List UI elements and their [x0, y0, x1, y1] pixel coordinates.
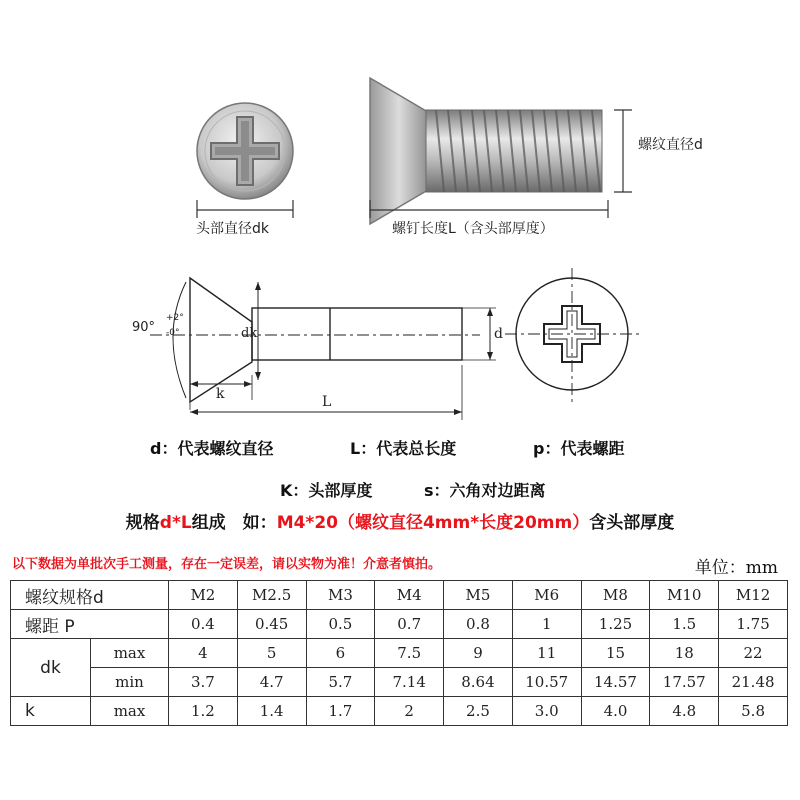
table-cell: 9	[444, 639, 513, 668]
k-label-cell: k	[11, 697, 91, 726]
pitch-label-cell: 螺距 P	[11, 610, 169, 639]
dimension-arrows	[190, 282, 493, 415]
unit-label: 单位：mm	[694, 558, 778, 578]
spec-example	[0, 508, 800, 533]
legend-d: d：代表螺纹直径	[150, 439, 274, 458]
table-cell: 4.0	[581, 697, 650, 726]
table-cell: 2	[375, 697, 444, 726]
table-row-k-max	[11, 697, 788, 726]
table-cell: 21.48	[719, 668, 788, 697]
table-cell: 5.8	[719, 697, 788, 726]
dk-dimension-label: dk	[241, 326, 258, 341]
table-cell: 1.7	[306, 697, 375, 726]
dk-label-cell: dk	[11, 639, 91, 697]
spec-label-cell: 螺纹规格d	[11, 581, 169, 610]
table-cell: 4.7	[237, 668, 306, 697]
measurement-disclaimer: 以下数据为单批次手工测量，存在一定误差，请以实物为准！介意者慎拍。	[12, 557, 442, 572]
table-cell: M12	[719, 581, 788, 610]
max-label-cell: max	[91, 639, 169, 668]
legend-L: L：代表总长度	[350, 439, 457, 458]
legend-s: s：六角对边距离	[424, 481, 546, 500]
table-cell: M2	[169, 581, 238, 610]
table-cell: 10.57	[512, 668, 581, 697]
table-cell: M2.5	[237, 581, 306, 610]
d-dimension-label: d	[494, 326, 503, 342]
min-label-cell: min	[91, 668, 169, 697]
legend-p: p：代表螺距	[533, 439, 625, 458]
table-cell: 3.0	[512, 697, 581, 726]
spec-table	[10, 580, 788, 726]
table-cell: 0.5	[306, 610, 375, 639]
table-cell: 1	[512, 610, 581, 639]
thread-diameter-label: 螺纹直径d	[638, 137, 703, 153]
table-cell: 7.5	[375, 639, 444, 668]
table-cell: 4	[169, 639, 238, 668]
screw-length-label: 螺钉长度L（含头部厚度）	[392, 221, 554, 237]
table-cell: 22	[719, 639, 788, 668]
example-middle: 组成 如：	[191, 513, 277, 533]
table-cell: M6	[512, 581, 581, 610]
example-prefix: 规格	[125, 513, 160, 533]
table-cell: 11	[512, 639, 581, 668]
table-cell: 1.4	[237, 697, 306, 726]
angle-label: 90°	[132, 320, 156, 335]
table-cell: 15	[581, 639, 650, 668]
legend-K: K：头部厚度	[280, 481, 373, 500]
table-cell: 7.14	[375, 668, 444, 697]
table-cell: 1.2	[169, 697, 238, 726]
table-cell: 8.64	[444, 668, 513, 697]
k-max-label-cell: max	[91, 697, 169, 726]
head-diameter-label: 头部直径dk	[196, 221, 269, 237]
table-cell: M8	[581, 581, 650, 610]
angle-tolerance-bottom: -0°	[166, 328, 180, 338]
table-cell: M4	[375, 581, 444, 610]
table-cell: 5.7	[306, 668, 375, 697]
table-cell: 2.5	[444, 697, 513, 726]
k-dimension-label: k	[216, 386, 225, 402]
table-cell: 17.57	[650, 668, 719, 697]
table-cell: M5	[444, 581, 513, 610]
table-cell: 0.45	[237, 610, 306, 639]
example-sample: M4*20（螺纹直径4mm*长度20mm）	[276, 513, 590, 533]
table-cell: 1.5	[650, 610, 719, 639]
table-cell: 1.75	[719, 610, 788, 639]
table-cell: 6	[306, 639, 375, 668]
table-cell: M3	[306, 581, 375, 610]
table-cell: 0.8	[444, 610, 513, 639]
table-cell: 3.7	[169, 668, 238, 697]
table-row-dk-max	[11, 639, 788, 668]
table-cell: 14.57	[581, 668, 650, 697]
L-dimension-label: L	[322, 394, 332, 410]
table-row-spec	[11, 581, 788, 610]
table-cell: 1.25	[581, 610, 650, 639]
table-cell: 0.7	[375, 610, 444, 639]
example-suffix: 含头部厚度	[589, 513, 675, 533]
table-cell: 0.4	[169, 610, 238, 639]
example-spec-format: d*L	[159, 513, 192, 533]
table-cell: 18	[650, 639, 719, 668]
table-cell: 4.8	[650, 697, 719, 726]
table-row-pitch	[11, 610, 788, 639]
angle-tolerance-top: +2°	[166, 313, 184, 323]
table-cell: M10	[650, 581, 719, 610]
end-view-drawing	[505, 268, 640, 402]
table-row-dk-min	[11, 668, 788, 697]
table-cell: 5	[237, 639, 306, 668]
